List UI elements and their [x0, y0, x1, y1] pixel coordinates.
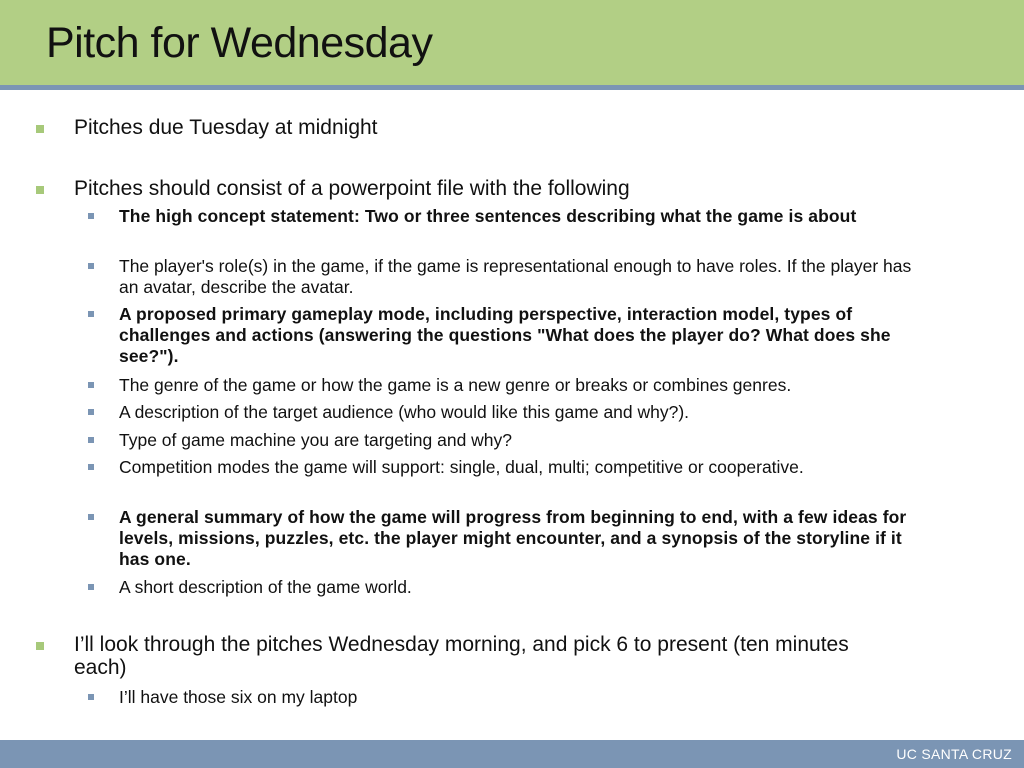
bullet-text: Pitches due Tuesday at midnight [74, 116, 378, 139]
square-bullet-icon [88, 464, 94, 470]
bullet-text: I’ll look through the pitches Wednesday morning, and pick 6 to present (ten minutes each) [74, 633, 849, 679]
sub-bullet-text: The player's role(s) in the game, if the game is representational enough to have roles. If the player has an avatar, describe the avatar. [119, 256, 912, 297]
square-bullet-icon [88, 514, 94, 520]
sub-bullet-text: The high concept statement: Two or three sentences describing what the game is about [119, 206, 857, 226]
sub-bullet-text: I’ll have those six on my laptop [119, 687, 358, 707]
sub-bullet-text: A proposed primary gameplay mode, including perspective, interaction model, types of challenges and actions (answering the questions "What does the player do? What does she see?"). [119, 304, 891, 366]
footer-institution: UC SANTA CRUZ [896, 746, 1012, 762]
square-bullet-icon [88, 584, 94, 590]
sub-bullet-text: The genre of the game or how the game is a new genre or breaks or combines genres. [119, 375, 792, 395]
sub-bullet-text: A short description of the game world. [119, 577, 412, 597]
square-bullet-icon [36, 186, 44, 194]
footer-bar [0, 740, 1024, 768]
sub-bullet-text: A general summary of how the game will progress from beginning to end, with a few ideas for levels, missions, puzzles, etc. the player might encounter, and a synopsis of the storyline if it has one. [119, 507, 907, 569]
square-bullet-icon [88, 409, 94, 415]
square-bullet-icon [36, 642, 44, 650]
sub-bullet-text: Type of game machine you are targeting and why? [119, 430, 513, 450]
square-bullet-icon [88, 213, 94, 219]
square-bullet-icon [88, 263, 94, 269]
square-bullet-icon [88, 311, 94, 317]
slide-title: Pitch for Wednesday [46, 19, 433, 67]
sub-bullet-text: Competition modes the game will support: single, dual, multi; competitive or cooperative. [119, 457, 804, 477]
sub-bullet-text: A description of the target audience (who would like this game and why?). [119, 402, 690, 422]
square-bullet-icon [88, 382, 94, 388]
square-bullet-icon [88, 437, 94, 443]
square-bullet-icon [36, 125, 44, 133]
bullet-text: Pitches should consist of a powerpoint file with the following [74, 177, 630, 200]
square-bullet-icon [88, 694, 94, 700]
